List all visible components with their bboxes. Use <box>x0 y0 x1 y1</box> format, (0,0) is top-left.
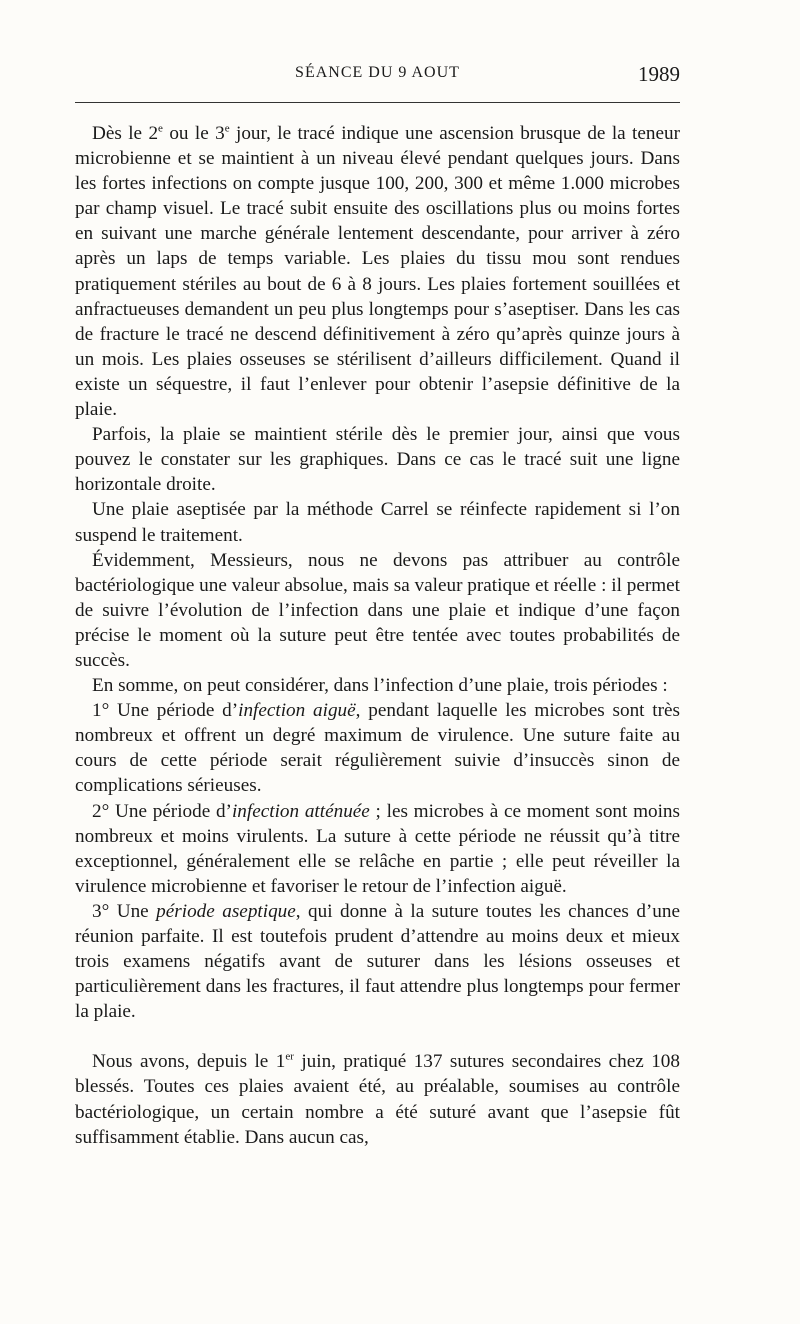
paragraph <box>75 121 680 422</box>
italic-term: période aseptique <box>156 900 296 922</box>
text-run: juin, pratiqué 137 sutures secondaires chez 108 blessés. Toutes ces plaies avaient été, au préalable, soumises au contrôle bactériologique, un certain nombre a été suturé avant que l’asepsie fût suffisamment établie. Dans aucun cas, <box>75 1051 680 1148</box>
text-run: Une plaie aseptisée par la méthode Carrel se réinfecte rapidement si l’on suspend le traitement. <box>75 499 680 546</box>
italic-term: infection atténuée <box>231 800 370 822</box>
paragraph <box>75 799 680 899</box>
italic-term: infection aiguë <box>238 700 356 722</box>
paragraph <box>75 698 680 798</box>
paragraph <box>75 899 680 1024</box>
text-run: 1° Une période d’ <box>92 700 239 722</box>
paragraph <box>75 548 680 673</box>
paragraph <box>75 673 680 698</box>
text-run: Dès le 2 <box>92 123 159 144</box>
text-run: Nous avons, depuis le 1 <box>92 1051 286 1073</box>
page-number: 1989 <box>638 62 680 86</box>
text-run: En somme, on peut considérer, dans l’infection d’une plaie, trois périodes : <box>92 675 668 697</box>
body-text <box>75 121 680 1150</box>
superscript: e <box>158 122 163 135</box>
text-run: Évidemment, Messieurs, nous ne devons pas attribuer au contrôle bactériologique une valeur absolue, mais sa valeur pratique et réelle : il permet de suivre l’évolution de l’infection dans une plaie et indique d’une façon précise le moment où la suture peut être tentée avec toutes probabilités de succès. <box>75 549 680 671</box>
text-run: jour, le tracé indique une ascension brusque de la teneur microbienne et se maintient à un niveau élevé pendant quelques jours. Dans les fortes infections on compte jusque 100, 200, 300 et même 1.000 microbes par champ visuel. Le tracé subit ensuite des oscillations plus ou moins fortes en suivant une marche générale lentement descendante, pour arriver à zéro après un laps de temps variable. Les plaies du tissu mou sont rendues pratiquement stériles au bout de 6 à 8 jours. Les plaies fortement souillées et anfractueuses demandent un peu plus longtemps pour s’aseptiser. Dans les cas de fracture le tracé ne descend définitivement à zéro qu’après quinze jours à un mois. Les plaies osseuses se stérilisent d’ailleurs difficilement. Quand il existe un séquestre, il faut l’enlever pour obtenir l’asepsie définitive de la plaie. <box>75 123 680 421</box>
text-run: 2° Une période d’ <box>92 800 232 822</box>
header-rule <box>75 102 680 103</box>
text-run: ou le 3 <box>162 123 225 144</box>
text-run: ; les microbes à ce moment sont moins nombreux et moins virulents. La suture à cette période ne réussit qu’à titre exceptionnel, généralement elle se relâche en partie ; elle peut réveiller la virulence microbienne et favoriser le retour de l’infection aiguë. <box>75 800 680 897</box>
paragraph <box>75 1049 680 1149</box>
superscript: e <box>224 122 230 135</box>
text-run: , pendant laquelle les microbes sont très nombreux et offrent un degré maximum de virulence. Une suture faite au cours de cette période serait régulièrement suivie d’insuccès sinon de complications sérieuses. <box>75 700 680 797</box>
text-run: 3° Une <box>92 900 157 922</box>
text-run: Parfois, la plaie se maintient stérile dès le premier jour, ainsi que vous pouvez le constater sur les graphiques. Dans ce cas le tracé suit une ligne horizontale droite. <box>75 424 680 496</box>
running-title: SÉANCE DU 9 AOUT <box>295 64 460 81</box>
paragraph <box>75 422 680 497</box>
text-run: , qui donne à la suture toutes les chances d’une réunion parfaite. Il est toutefois prudent d’attendre au moins deux et mieux trois examens négatifs avant de suturer dans les lésions osseuses et particulièrement dans les fractures, il faut attendre plus longtemps pour fermer la plaie. <box>75 900 681 1023</box>
paragraph <box>75 497 680 547</box>
running-header <box>75 62 680 90</box>
superscript: er <box>285 1050 294 1063</box>
